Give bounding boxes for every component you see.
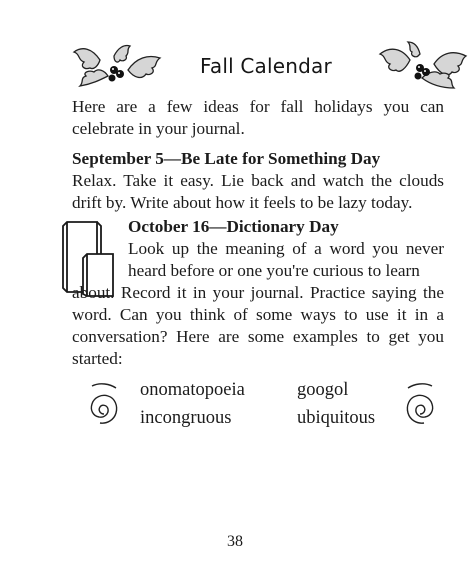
entry-body-october-part1: Look up the meaning of a word you never heard before or one you're curious to learn xyxy=(128,239,444,280)
entry-body-october-part2: about. Record it in your journal. Practice saying the word. Can you think of some ways to use it in a conversation? Here are some examples to get you started: xyxy=(72,283,444,368)
holly-leaves-icon xyxy=(374,40,470,96)
entry-body-september: Relax. Take it easy. Lie back and watch the clouds drift by. Write about how it feels to be lazy today. xyxy=(72,171,444,212)
example-word: googol xyxy=(297,380,349,400)
example-word: ubiquitous xyxy=(297,408,376,428)
holly-leaves-icon xyxy=(70,40,166,96)
swirl-icon xyxy=(404,380,438,430)
entry-heading-september: September 5—Be Late for Something Day xyxy=(72,149,381,168)
example-word: onomatopoeia xyxy=(140,380,245,400)
example-words-column-2 xyxy=(297,376,375,432)
example-words-column-1 xyxy=(140,376,245,432)
example-word: incongruous xyxy=(140,408,232,428)
page-title: Fall Calendar xyxy=(200,54,332,78)
page-number: 38 xyxy=(227,533,243,550)
entry-heading-october: October 16—Dictionary Day xyxy=(128,217,339,236)
swirl-icon xyxy=(86,380,120,430)
intro-paragraph: Here are a few ideas for fall holidays you can celebrate in your journal. xyxy=(72,97,444,138)
page-header xyxy=(70,40,470,100)
